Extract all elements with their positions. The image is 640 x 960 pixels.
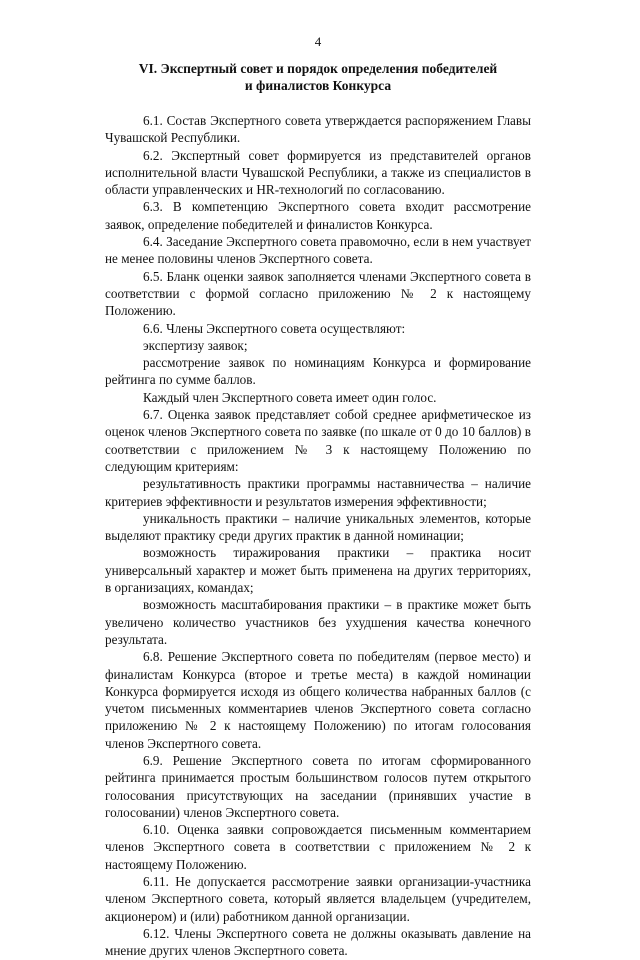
section-title-line-1: VI. Экспертный совет и порядок определения победителей bbox=[138, 61, 498, 76]
section-body bbox=[105, 112, 531, 960]
paragraph-6-9: 6.9. Решение Экспертного совета по итогам сформированного рейтинга принимается простым большинством голосов путем открытого голосования присутствующих на заседании (принявших участие в голосовании) членов Экспертного совета. bbox=[105, 752, 531, 820]
paragraph-6-8: 6.8. Решение Экспертного совета по победителям (первое место) и финалистам Конкурса (второе и третье места) в каждой номинации Конкурса формируется исходя из общего количества набранных баллов (с учетом письменных комментариев членов Экспертного совета согласно приложению № 2 к настоящему Положению) по итогам голосования членов Экспертного совета. bbox=[105, 649, 531, 751]
criterion-effectiveness: результативность практики программы наставничества – наличие критериев эффективности и результатов измерения эффективности; bbox=[105, 476, 531, 509]
paragraph-one-vote: Каждый член Экспертного совета имеет один голос. bbox=[143, 389, 437, 405]
paragraph-6-11: 6.11. Не допускается рассмотрение заявки организации-участника членом Экспертного совета, который является владельцем (учредителем, акционером) и (или) работником данной организации. bbox=[105, 874, 531, 924]
paragraph-6-2: 6.2. Экспертный совет формируется из представителей органов исполнительной власти Чувашской Республики, а также из специалистов в области управленческих и HR-технологий по согласованию. bbox=[105, 147, 531, 198]
paragraph-6-3: 6.3. В компетенцию Экспертного совета входит рассмотрение заявок, определение победителей и финалистов Конкурса. bbox=[105, 199, 531, 232]
page-number: 4 bbox=[314, 34, 322, 49]
paragraph-6-6: 6.6. Члены Экспертного совета осуществляют: bbox=[143, 320, 406, 336]
document-page bbox=[105, 34, 531, 960]
paragraph-6-7: 6.7. Оценка заявок представляет собой среднее арифметическое из оценок членов Экспертного совета по заявке (по шкале от 0 до 10 баллов) в соответствии с приложением № 3 к настоящему Положению по следующим критериям: bbox=[105, 407, 531, 474]
criterion-replication: возможность тиражирования практики – практика носит универсальный характер и может быть применена на других территориях, в организациях, командах; bbox=[105, 545, 531, 596]
paragraph-6-10: 6.10. Оценка заявки сопровождается письменным комментарием членов Экспертного совета в соответствии с приложением № 2 к настоящему Положению. bbox=[105, 822, 531, 872]
list-item-review: рассмотрение заявок по номинациям Конкурса и формирование рейтинга по сумме баллов. bbox=[105, 355, 531, 388]
paragraph-6-1: 6.1. Состав Экспертного совета утверждается распоряжением Главы Чувашской Республики. bbox=[105, 113, 531, 146]
criterion-scaling: возможность масштабирования практики – в практике может быть увеличено количество участников без ухудшения качества конечного результата. bbox=[105, 597, 531, 647]
paragraph-6-5: 6.5. Бланк оценки заявок заполняется членами Экспертного совета в соответствии с формой согласно приложению № 2 к настоящему Положению. bbox=[105, 268, 531, 319]
paragraph-6-4: 6.4. Заседание Экспертного совета правомочно, если в нем участвует не менее половины членов Экспертного совета. bbox=[105, 234, 531, 267]
criterion-uniqueness: уникальность практики – наличие уникальных элементов, которые выделяют практику среди других практик в данной номинации; bbox=[105, 510, 531, 544]
list-item-expertise: экспертизу заявок; bbox=[143, 337, 248, 353]
paragraph-6-12: 6.12. Члены Экспертного совета не должны оказывать давление на мнение других членов Экспертного совета. bbox=[105, 925, 531, 959]
section-title-line-2: и финалистов Конкурса bbox=[244, 78, 392, 93]
section-title bbox=[105, 60, 531, 94]
